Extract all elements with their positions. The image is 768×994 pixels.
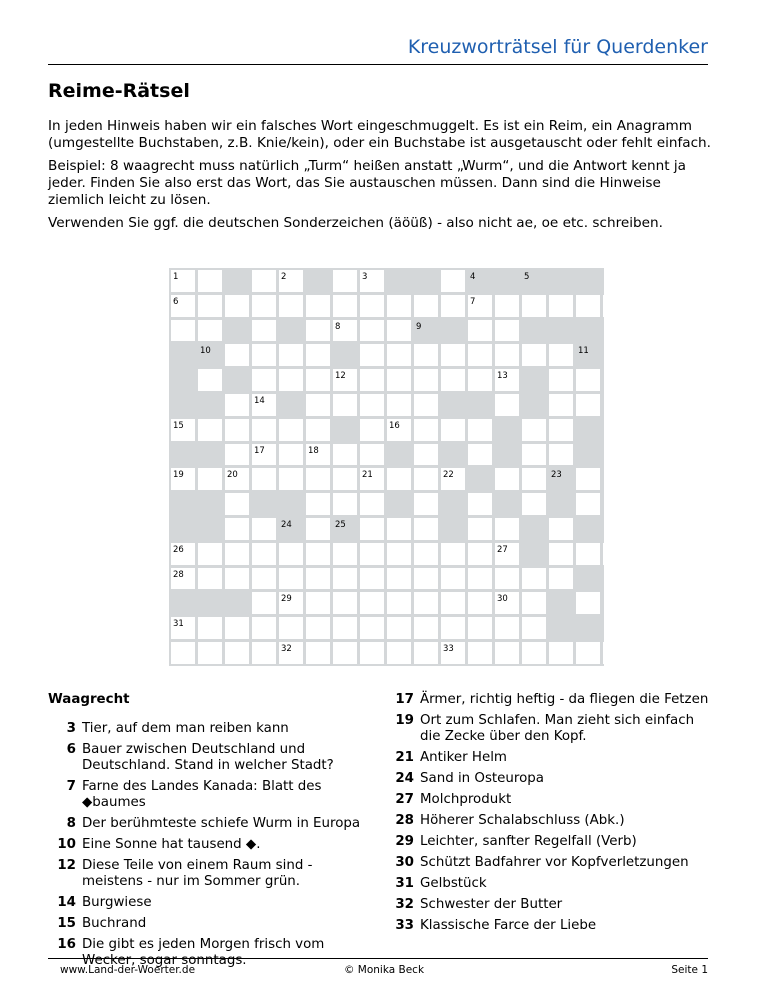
grid-cell[interactable] [360, 369, 384, 391]
grid-cell[interactable] [522, 617, 546, 639]
clue-number: 33 [395, 918, 414, 933]
footer-page-number: Seite 1 [671, 964, 708, 976]
grid-cell[interactable] [441, 543, 465, 565]
clue-item [48, 742, 366, 774]
clue-item [48, 779, 366, 811]
clue-text: Die gibt es jeden Morgen frisch vom Wecker, sogar sonntags. [82, 937, 325, 968]
grid-cell[interactable] [333, 444, 357, 466]
grid-cell[interactable] [495, 617, 519, 639]
grid-cell[interactable] [306, 543, 330, 565]
cell-number: 18 [308, 445, 319, 456]
grid-cell[interactable] [252, 568, 276, 590]
clue-number: 10 [57, 837, 76, 852]
cell-number: 9 [416, 321, 422, 332]
grid-cell[interactable] [576, 543, 600, 565]
cell-number: 24 [281, 520, 292, 530]
clue-number: 31 [395, 876, 414, 891]
clue-text: Buchrand [82, 916, 147, 931]
grid-cell[interactable] [306, 468, 330, 490]
grid-cell[interactable] [252, 369, 276, 391]
grid-cell[interactable] [414, 444, 438, 466]
grid-cell[interactable] [198, 270, 222, 292]
cell-number: 1 [173, 272, 179, 282]
grid-cell[interactable] [522, 493, 546, 515]
grid-cell[interactable] [495, 568, 519, 590]
grid-cell[interactable] [360, 642, 384, 664]
grid-cell[interactable] [468, 419, 492, 441]
grid-cell[interactable] [576, 369, 600, 391]
cell-number: 21 [362, 470, 373, 481]
grid-cell[interactable] [333, 543, 357, 565]
grid-cell[interactable] [387, 295, 411, 317]
grid-cell[interactable] [198, 642, 222, 664]
grid-cell[interactable] [279, 568, 303, 590]
intro-paragraph: Beispiel: 8 waagrecht muss natürlich „Turm“ heißen anstatt „Wurm“, und die Antwort kennt ja jeder. Finden Sie also erst das Wort, das Sie austauschen müssen. Dann sind die Hinweise ziemlich leicht zu lösen. [48, 158, 686, 208]
grid-cell[interactable] [495, 344, 519, 366]
grid-cell[interactable] [414, 295, 438, 317]
grid-cell[interactable] [225, 344, 249, 366]
grid-cell[interactable] [414, 419, 438, 441]
grid-cell[interactable] [576, 642, 600, 664]
grid-cell[interactable] [279, 444, 303, 466]
grid-cell[interactable] [387, 518, 411, 540]
grid-cell[interactable] [198, 320, 222, 342]
grid-cell[interactable] [360, 419, 384, 441]
grid-cell[interactable] [252, 295, 276, 317]
grid-cell[interactable] [414, 617, 438, 639]
intro-paragraph: Verwenden Sie ggf. die deutschen Sonderzeichen (äöüß) - also nicht ae, oe etc. schreiben. [48, 215, 663, 231]
grid-cell[interactable] [333, 493, 357, 515]
grid-cell[interactable] [468, 493, 492, 515]
grid-cell[interactable] [522, 295, 546, 317]
clue-text: Klassische Farce der Liebe [420, 918, 597, 933]
grid-cell[interactable] [252, 320, 276, 342]
grid-cell[interactable] [495, 295, 519, 317]
grid-cell[interactable] [414, 518, 438, 540]
grid-cell[interactable] [198, 369, 222, 391]
grid-cell[interactable] [333, 642, 357, 664]
grid-cell[interactable] [252, 270, 276, 292]
grid-cell[interactable] [495, 468, 519, 490]
clue-number: 32 [395, 897, 414, 912]
grid-cell[interactable] [171, 320, 195, 342]
grid-cell[interactable] [225, 493, 249, 515]
cell-number: 25 [335, 520, 346, 530]
clue-item [386, 792, 716, 808]
clue-item [48, 721, 366, 737]
grid-cell[interactable] [198, 468, 222, 490]
clue-number: 19 [395, 713, 414, 728]
cell-number: 30 [497, 594, 508, 605]
clue-text: Höherer Schalabschluss (Abk.) [420, 813, 625, 828]
clue-item [386, 855, 716, 871]
clue-item [48, 858, 366, 890]
grid-cell[interactable] [360, 617, 384, 639]
grid-cell[interactable] [522, 468, 546, 490]
grid-cell[interactable] [252, 468, 276, 490]
cell-number: 4 [470, 272, 476, 282]
grid-cell[interactable] [576, 394, 600, 416]
cell-number: 13 [497, 371, 508, 382]
grid-cell[interactable] [360, 518, 384, 540]
grid-cell[interactable] [468, 444, 492, 466]
cell-number: 17 [254, 445, 265, 456]
clue-number: 29 [395, 834, 414, 849]
clue-text: Schützt Badfahrer vor Kopfverletzungen [420, 855, 689, 870]
grid-cell[interactable] [279, 295, 303, 317]
clue-number: 17 [395, 692, 414, 707]
grid-cell[interactable] [522, 592, 546, 614]
grid-cell[interactable] [279, 369, 303, 391]
clue-text: Eine Sonne hat tausend ◆. [82, 837, 261, 852]
grid-cell[interactable] [441, 295, 465, 317]
cell-number: 5 [524, 272, 530, 282]
clue-number: 27 [395, 792, 414, 807]
grid-cell[interactable] [306, 295, 330, 317]
grid-cell[interactable] [387, 617, 411, 639]
cell-number: 3 [362, 272, 368, 282]
clue-text: Bauer zwischen Deutschland und Deutschland. Stand in welcher Stadt? [82, 742, 334, 773]
grid-cell[interactable] [630, 543, 654, 565]
clue-number: 21 [395, 750, 414, 765]
cell-number: 20 [227, 470, 238, 481]
grid-cell[interactable] [441, 369, 465, 391]
grid-cell[interactable] [414, 344, 438, 366]
grid-cell[interactable] [198, 617, 222, 639]
clue-text: Der berühmteste schiefe Wurm in Europa [82, 816, 361, 831]
clue-item [386, 897, 716, 913]
footer-copyright: © Monika Beck [343, 964, 425, 976]
grid-cell[interactable] [171, 642, 195, 664]
cell-number: 11 [578, 346, 589, 357]
grid-cell[interactable] [306, 493, 330, 515]
clues-across-left [48, 692, 366, 974]
cell-number: 28 [173, 569, 184, 580]
grid-cell[interactable] [360, 344, 384, 366]
grid-cell[interactable] [306, 518, 330, 540]
grid-cell[interactable] [549, 518, 573, 540]
grid-cell[interactable] [387, 344, 411, 366]
grid-cell[interactable] [414, 592, 438, 614]
clue-item [48, 837, 366, 853]
grid-cell[interactable] [468, 617, 492, 639]
clue-item [386, 918, 716, 934]
clue-number: 6 [66, 742, 76, 757]
clue-number: 7 [66, 779, 76, 794]
grid-cell[interactable] [225, 642, 249, 664]
crossword-grid [169, 268, 604, 666]
clue-item [48, 916, 366, 932]
grid-cell[interactable] [387, 369, 411, 391]
grid-cell[interactable] [387, 468, 411, 490]
footer-website: www.Land-der-Woerter.de [60, 964, 196, 976]
header-divider [48, 64, 708, 65]
clue-text: Diese Teile von einem Raum sind - meistens - nur im Sommer grün. [82, 858, 313, 889]
clue-text: Leichter, sanfter Regelfall (Verb) [420, 834, 637, 849]
grid-cell[interactable] [414, 468, 438, 490]
intro-text [48, 118, 716, 238]
clue-text: Sand in Osteuropa [420, 771, 545, 786]
grid-cell[interactable] [576, 468, 600, 490]
clue-number: 28 [395, 813, 414, 828]
clue-item [48, 816, 366, 832]
cell-number: 8 [335, 321, 341, 332]
grid-cell[interactable] [387, 642, 411, 664]
grid-cell[interactable] [522, 419, 546, 441]
clue-number: 3 [66, 721, 76, 736]
grid-cell[interactable] [603, 295, 627, 317]
grid-cell[interactable] [360, 493, 384, 515]
clue-text: Schwester der Butter [420, 897, 563, 912]
grid-cell[interactable] [198, 568, 222, 590]
clue-text: Ärmer, richtig heftig - da fliegen die Fetzen [420, 692, 709, 707]
grid-cell[interactable] [225, 295, 249, 317]
cell-number: 16 [389, 420, 400, 431]
grid-cell[interactable] [414, 543, 438, 565]
grid-cell[interactable] [414, 493, 438, 515]
clue-number: 30 [395, 855, 414, 870]
grid-cell[interactable] [387, 543, 411, 565]
grid-cell[interactable] [495, 518, 519, 540]
intro-paragraph: In jeden Hinweis haben wir ein falsches Wort eingeschmuggelt. Es ist ein Reim, ein Anagramm (umgestellte Buchstaben, z.B. Knie/kein), oder ein Buchstabe ist ausgetauscht oder fehlt einfach. [48, 118, 711, 151]
grid-cell[interactable] [495, 320, 519, 342]
grid-cell[interactable] [414, 642, 438, 664]
grid-cell[interactable] [414, 394, 438, 416]
grid-cell[interactable] [306, 344, 330, 366]
grid-cell[interactable] [333, 394, 357, 416]
clue-text: Gelbstück [420, 876, 487, 891]
cell-number: 14 [254, 396, 265, 406]
grid-cell[interactable] [225, 617, 249, 639]
grid-cell[interactable] [306, 617, 330, 639]
grid-cell[interactable] [306, 369, 330, 391]
grid-cell[interactable] [522, 444, 546, 466]
grid-cell[interactable] [279, 344, 303, 366]
grid-cell[interactable] [387, 394, 411, 416]
cell-number: 27 [497, 544, 508, 555]
page-title: Reime-Rätsel [48, 80, 190, 102]
grid-cell[interactable] [549, 394, 573, 416]
cell-number: 29 [281, 594, 292, 605]
clue-item [386, 750, 716, 766]
grid-cell[interactable] [495, 642, 519, 664]
grid-cell[interactable] [252, 592, 276, 614]
grid-cell[interactable] [468, 518, 492, 540]
grid-cell[interactable] [549, 295, 573, 317]
grid-cell[interactable] [441, 617, 465, 639]
grid-cell[interactable] [306, 419, 330, 441]
grid-cell[interactable] [360, 320, 384, 342]
grid-cell[interactable] [333, 270, 357, 292]
cell-number: 2 [281, 272, 287, 282]
grid-cell[interactable] [549, 543, 573, 565]
cell-number: 7 [470, 296, 476, 307]
grid-cell[interactable] [333, 468, 357, 490]
clue-text: Molchprodukt [420, 792, 512, 807]
cell-number: 19 [173, 470, 184, 481]
grid-cell[interactable] [225, 543, 249, 565]
grid-cell[interactable] [576, 493, 600, 515]
grid-cell[interactable] [252, 419, 276, 441]
clue-text: Farne des Landes Kanada: Blatt des ◆baumes [82, 779, 322, 810]
grid-cell[interactable] [387, 320, 411, 342]
grid-cell[interactable] [252, 642, 276, 664]
grid-cell[interactable] [279, 419, 303, 441]
cell-number: 15 [173, 420, 184, 431]
cell-number: 31 [173, 619, 184, 630]
clue-number: 14 [57, 895, 76, 910]
grid-cell[interactable] [198, 419, 222, 441]
grid-cell[interactable] [468, 543, 492, 565]
grid-cell[interactable] [549, 568, 573, 590]
grid-cell[interactable] [468, 344, 492, 366]
grid-cell[interactable] [252, 543, 276, 565]
grid-cell[interactable] [441, 344, 465, 366]
grid-cell[interactable] [198, 543, 222, 565]
clue-number: 8 [66, 816, 76, 831]
grid-cell[interactable] [360, 394, 384, 416]
grid-cell[interactable] [387, 568, 411, 590]
grid-cell[interactable] [495, 394, 519, 416]
grid-cell[interactable] [414, 568, 438, 590]
clue-text: Antiker Helm [420, 750, 507, 765]
grid-cell[interactable] [360, 543, 384, 565]
grid-cell[interactable] [333, 295, 357, 317]
grid-cell[interactable] [279, 543, 303, 565]
clue-text: Tier, auf dem man reiben kann [82, 721, 289, 736]
clue-item [48, 895, 366, 911]
clue-number: 16 [57, 937, 76, 952]
grid-cell[interactable] [252, 617, 276, 639]
grid-cell[interactable] [468, 568, 492, 590]
grid-cell[interactable] [468, 592, 492, 614]
clue-item [386, 692, 716, 708]
grid-cell[interactable] [522, 344, 546, 366]
grid-cell[interactable] [306, 568, 330, 590]
clue-item [386, 876, 716, 892]
grid-cell[interactable] [279, 617, 303, 639]
grid-cell[interactable] [549, 369, 573, 391]
grid-cell[interactable] [306, 592, 330, 614]
cell-number: 26 [173, 544, 184, 555]
grid-cell[interactable] [549, 444, 573, 466]
grid-cell[interactable] [198, 295, 222, 317]
grid-cell[interactable] [306, 642, 330, 664]
grid-cell[interactable] [549, 419, 573, 441]
clue-item [386, 813, 716, 829]
grid-cell[interactable] [252, 344, 276, 366]
clue-number: 15 [57, 916, 76, 931]
across-heading: Waagrecht [48, 692, 130, 707]
grid-cell[interactable] [252, 518, 276, 540]
grid-cell[interactable] [333, 592, 357, 614]
footer-divider [48, 958, 708, 959]
grid-cell[interactable] [225, 419, 249, 441]
grid-cell[interactable] [522, 642, 546, 664]
cell-number: 10 [200, 346, 211, 357]
grid-cell[interactable] [549, 344, 573, 366]
grid-cell[interactable] [576, 295, 600, 317]
cell-number: 6 [173, 296, 179, 307]
grid-cell[interactable] [603, 642, 627, 664]
grid-cell[interactable] [441, 592, 465, 614]
grid-cell[interactable] [225, 394, 249, 416]
grid-cell[interactable] [360, 592, 384, 614]
cell-number: 22 [443, 470, 454, 481]
grid-cell[interactable] [387, 592, 411, 614]
grid-cell[interactable] [225, 518, 249, 540]
grid-cell[interactable] [333, 617, 357, 639]
grid-cell[interactable] [441, 568, 465, 590]
grid-cell[interactable] [279, 468, 303, 490]
grid-cell[interactable] [306, 320, 330, 342]
grid-cell[interactable] [576, 592, 600, 614]
grid-cell[interactable] [360, 444, 384, 466]
clue-item [386, 834, 716, 850]
grid-cell[interactable] [225, 568, 249, 590]
clue-number: 24 [395, 771, 414, 786]
clue-text: Ort zum Schlafen. Man zieht sich einfach die Zecke über den Kopf. [420, 713, 695, 744]
header-title: Kreuzworträtsel für Querdenker [407, 36, 708, 58]
grid-cell[interactable] [549, 642, 573, 664]
clue-item [386, 713, 716, 745]
grid-cell[interactable] [225, 444, 249, 466]
grid-cell[interactable] [414, 369, 438, 391]
grid-cell[interactable] [468, 320, 492, 342]
cell-number: 33 [443, 644, 454, 654]
grid-cell[interactable] [360, 568, 384, 590]
grid-cell[interactable] [522, 568, 546, 590]
cell-number: 23 [551, 470, 562, 481]
grid-cell[interactable] [360, 295, 384, 317]
cell-number: 12 [335, 371, 346, 382]
grid-cell[interactable] [603, 543, 627, 565]
clue-item [386, 771, 716, 787]
clues-across-right [386, 692, 716, 939]
grid-cell[interactable] [441, 419, 465, 441]
clue-number: 12 [57, 858, 76, 873]
grid-cell[interactable] [441, 270, 465, 292]
grid-cell[interactable] [468, 369, 492, 391]
grid-cell[interactable] [333, 568, 357, 590]
cell-number: 32 [281, 644, 292, 654]
grid-cell[interactable] [306, 394, 330, 416]
clue-text: Burgwiese [82, 895, 152, 910]
grid-cell[interactable] [468, 642, 492, 664]
